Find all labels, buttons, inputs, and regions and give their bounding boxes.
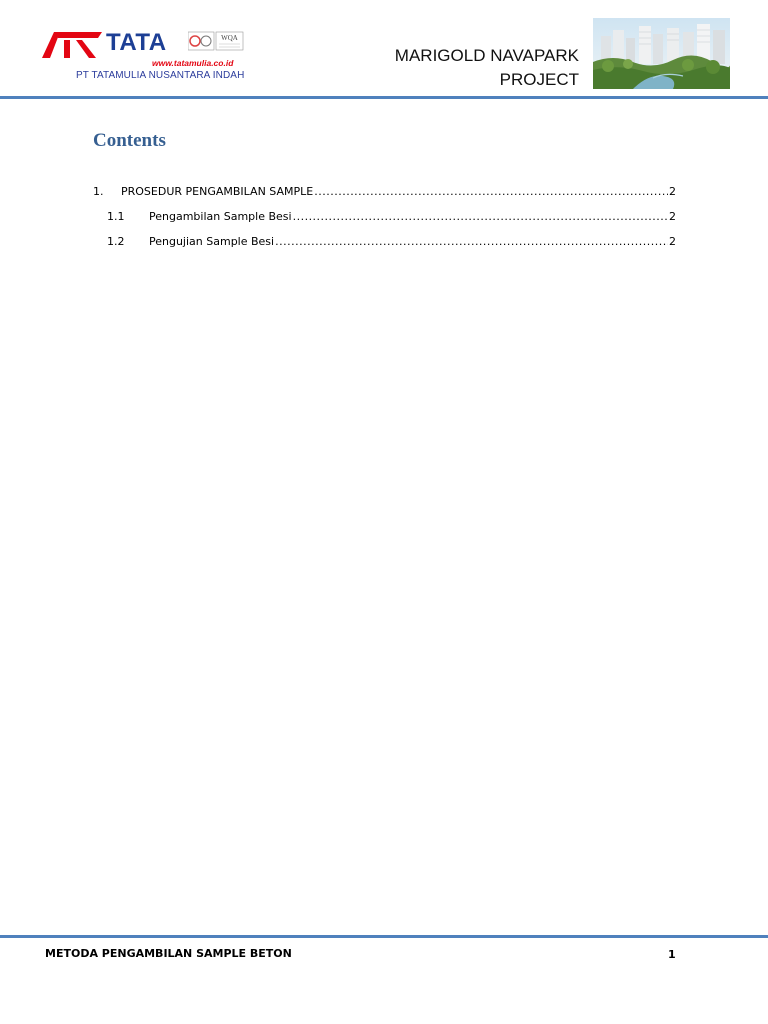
logo-wordmark: TATA <box>106 29 167 56</box>
toc-heading: Contents <box>93 130 166 151</box>
header-divider <box>0 96 768 99</box>
toc-entry[interactable] <box>107 235 676 251</box>
project-title-line1: MARIGOLD NAVAPARK <box>394 46 579 65</box>
tata-logo-mark-icon <box>42 28 104 58</box>
company-logo <box>42 28 252 88</box>
toc-entry-page: 2 <box>669 185 676 198</box>
company-website: www.tatamulia.co.id <box>152 58 234 68</box>
toc-leader-dots <box>314 185 668 198</box>
page-header <box>0 0 768 100</box>
company-name: PT TATAMULIA NUSANTARA INDAH <box>76 70 245 81</box>
toc-entry-text: Pengambilan Sample Besi <box>149 210 292 223</box>
toc-entry[interactable] <box>107 210 676 226</box>
footer-document-title: METODA PENGAMBILAN SAMPLE BETON <box>45 947 292 960</box>
toc-entry-number: 1.1 <box>107 210 125 223</box>
footer-page-number: 1 <box>668 948 676 961</box>
toc-entry-number: 1.2 <box>107 235 125 248</box>
toc-leader-dots <box>275 235 668 248</box>
toc-entry-text: Pengujian Sample Besi <box>149 235 275 248</box>
toc-entry-text: PROSEDUR PENGAMBILAN SAMPLE <box>121 185 314 198</box>
certification-badges-icon <box>188 31 244 53</box>
project-title-line2: PROJECT <box>499 70 579 89</box>
toc-entry-page: 2 <box>669 210 676 223</box>
project-title <box>395 44 579 92</box>
toc-entry[interactable] <box>93 185 676 201</box>
project-rendering-image <box>593 18 730 89</box>
toc-entry-page: 2 <box>669 235 676 248</box>
cert-badge-text: WQA <box>221 34 238 42</box>
toc-entry-number: 1. <box>93 185 104 198</box>
footer-divider <box>0 935 768 938</box>
toc-leader-dots <box>293 210 668 223</box>
